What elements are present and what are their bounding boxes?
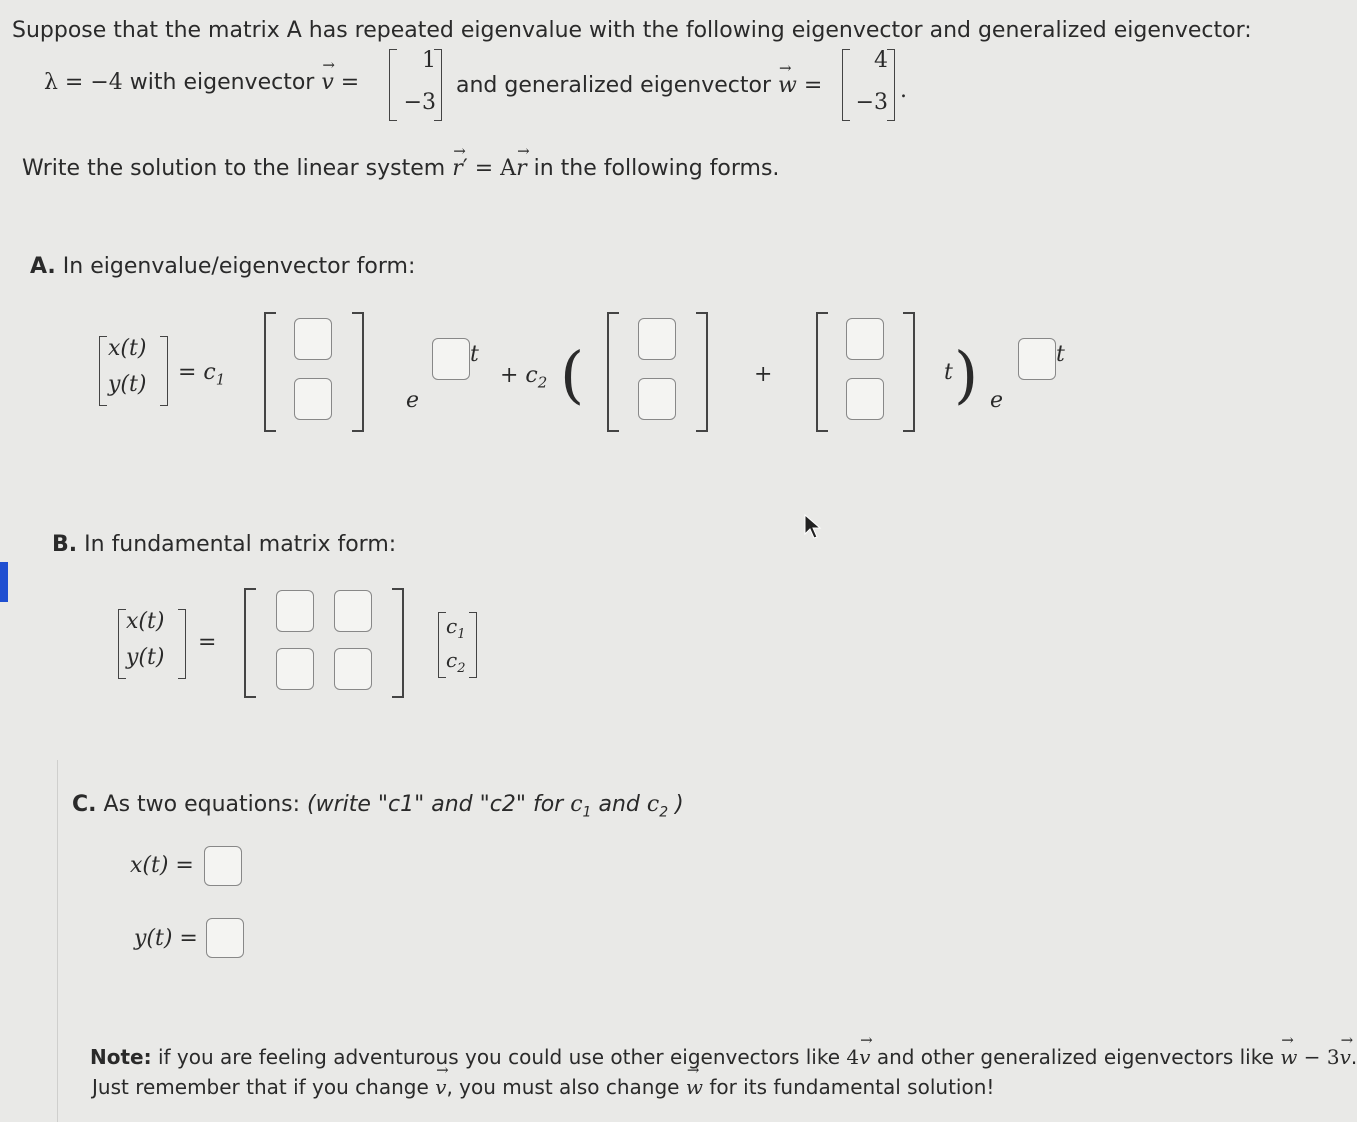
part-a-title: In eigenvalue/eigenvector form: (62, 254, 416, 279)
b-c-bracket-right (469, 612, 477, 678)
b-m12-input[interactable] (334, 590, 372, 632)
b-x-t: x(t) (126, 609, 165, 634)
c-y-label: y(t) = (134, 926, 198, 951)
b-matrix-bracket-right (392, 588, 404, 698)
a-vec3-top-input[interactable] (846, 318, 884, 360)
note-line-1: Note: if you are feeling adventurous you could use other eigenvectors like 4→ v and other generalized eigenvectors like → w − 3→ v. (90, 1045, 1357, 1069)
note-4: 4 (846, 1045, 860, 1069)
c1-coef: = $c_1$ (178, 360, 226, 389)
b-y-t: y(t) (126, 645, 165, 670)
t2: t (1056, 342, 1065, 367)
xy-bracket-left (99, 336, 107, 406)
b-m22-input[interactable] (334, 648, 372, 690)
a-vec2-bottom-input[interactable] (638, 378, 676, 420)
w-bottom: −3 (855, 90, 888, 115)
a-vec1-top-input[interactable] (294, 318, 332, 360)
lambda-eq: λ = −4 (44, 70, 123, 95)
note-text-a: if you are feeling adventurous you could use other eigenvectors like (157, 1045, 841, 1069)
part-a-heading (30, 254, 415, 279)
part-c-title: As two equations: (103, 792, 301, 817)
b-xy-bracket-right (178, 609, 186, 679)
w-symbol: → w (778, 73, 797, 98)
note-line-2 (92, 1075, 994, 1099)
note-w-symbol-2: → w (686, 1075, 703, 1099)
v-top: 1 (422, 48, 436, 73)
v-symbol: → v (321, 70, 333, 95)
note-text-b: and other generalized eigenvectors like (876, 1045, 1274, 1069)
b-c-bracket-left (438, 612, 446, 678)
note-text-d: , you must also change (446, 1075, 680, 1099)
b-equals: = (198, 630, 217, 655)
system-line (22, 156, 779, 181)
e2: e (990, 388, 1004, 413)
b-m21-input[interactable] (276, 648, 314, 690)
with-eigenvector-text: with eigenvector (129, 70, 315, 95)
x-t: x(t) (108, 336, 147, 361)
generalized-line (456, 73, 822, 98)
period: . (900, 78, 907, 103)
c2-coef: + $c_2$ (500, 363, 548, 392)
r-symbol: → r (452, 156, 463, 181)
equals-sign-2: = (803, 73, 823, 98)
c-x-label: x(t) = (130, 853, 194, 878)
part-c-label: C. (72, 792, 97, 817)
b-m11-input[interactable] (276, 590, 314, 632)
a-vec1-bracket-right (352, 312, 364, 432)
part-c-hint: (write "c1" and "c2" for $c_1$ and $c_2$ ) (307, 792, 684, 821)
e1: e (406, 388, 420, 413)
plus-sign: + (754, 362, 773, 387)
eigen-line (44, 70, 359, 95)
t1: t (470, 342, 479, 367)
note-text-e: for its fundamental solution! (709, 1075, 995, 1099)
a-vec2-top-input[interactable] (638, 318, 676, 360)
b-xy-bracket-left (118, 609, 126, 679)
c-x-input[interactable] (204, 846, 242, 886)
w-bracket-right (887, 49, 895, 121)
xy-bracket-right (160, 336, 168, 406)
a-vec3-bottom-input[interactable] (846, 378, 884, 420)
a-vec2-bracket-right (696, 312, 708, 432)
b-c2: $c_2$ (446, 648, 466, 676)
a-vec3-bracket-right (903, 312, 915, 432)
note-label: Note: (90, 1045, 152, 1069)
note-v-symbol-3: → v (435, 1075, 446, 1099)
a-vec1-bracket-left (264, 312, 276, 432)
c-y-input[interactable] (206, 918, 244, 958)
part-b-label: B. (52, 532, 78, 557)
note-text-c: Just remember that if you change (92, 1075, 429, 1099)
part-c-heading (72, 792, 684, 820)
note-minus3: − 3 (1303, 1045, 1340, 1069)
a-exp2-input[interactable] (1018, 338, 1056, 380)
r-symbol-2: → r (516, 156, 527, 181)
a-vec1-bottom-input[interactable] (294, 378, 332, 420)
write-text: Write the solution to the linear system (22, 156, 446, 181)
w-top: 4 (874, 48, 888, 73)
a-exp1-input[interactable] (432, 338, 470, 380)
v-bottom: −3 (403, 90, 436, 115)
part-b-heading (52, 532, 396, 557)
divider-line (57, 760, 58, 1122)
intro-line: Suppose that the matrix A has repeated eigenvalue with the following eigenvector and generalized eigenvector: (12, 18, 1252, 43)
b-c1: $c_1$ (446, 614, 466, 642)
a-vec2-bracket-left (607, 312, 619, 432)
eq-mid: ′ = A (462, 156, 517, 181)
b-matrix-bracket-left (244, 588, 256, 698)
note-v-symbol: → v (859, 1045, 870, 1069)
part-a-label: A. (30, 254, 56, 279)
note-v-symbol-2: → v (1340, 1045, 1351, 1069)
a-vec3-bracket-left (816, 312, 828, 432)
part-b-title: In fundamental matrix form: (84, 532, 397, 557)
equals-sign: = (340, 70, 360, 95)
note-w-symbol: → w (1280, 1045, 1297, 1069)
y-t: y(t) (108, 372, 147, 397)
forms-text: in the following forms. (533, 156, 780, 181)
edge-marker (0, 562, 8, 602)
paren-open: ( (560, 338, 585, 411)
t-mult: t (944, 360, 953, 385)
paren-close: ) (954, 338, 979, 411)
mouse-cursor-icon (804, 514, 822, 540)
and-generalized-text: and generalized eigenvector (456, 73, 772, 98)
